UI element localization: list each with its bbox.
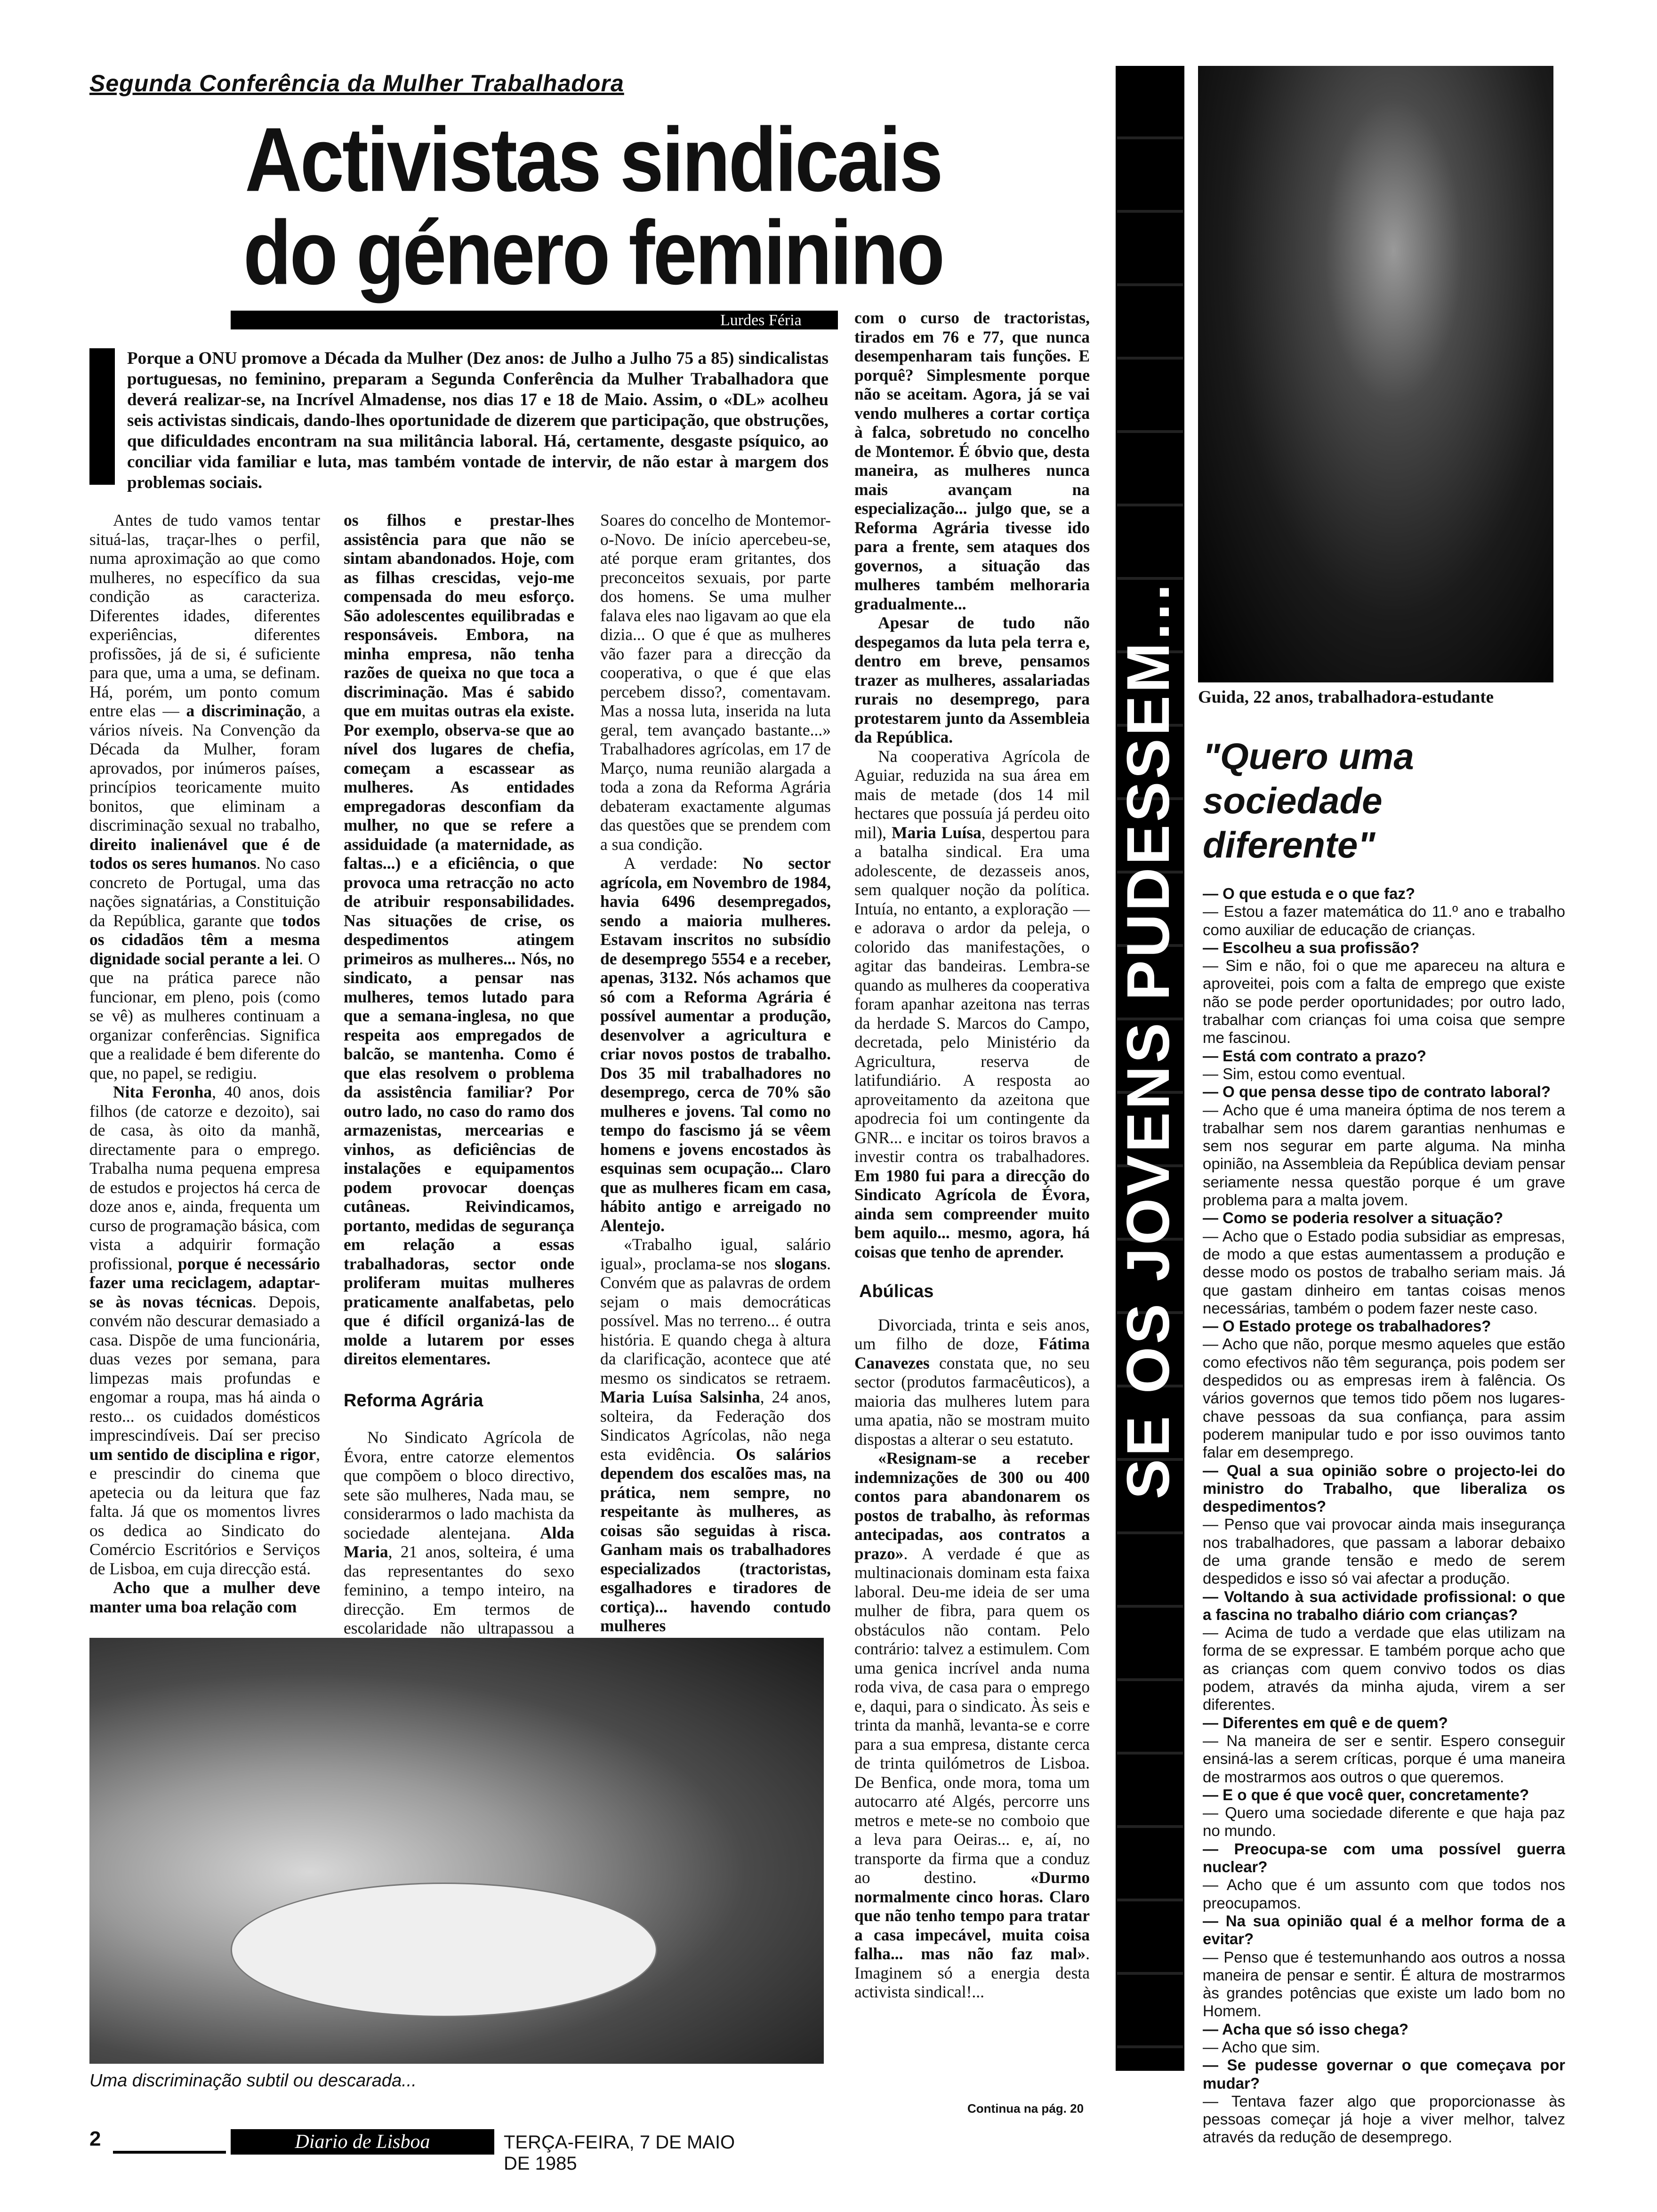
pull-quote: "Quero uma sociedade diferente" bbox=[1203, 736, 1414, 866]
interview-question: — O Estado protege os trabalhadores? bbox=[1203, 1317, 1491, 1335]
portrait-photo bbox=[1198, 66, 1553, 682]
masthead: Diario de Lisboa bbox=[231, 2129, 494, 2155]
article-column-2 bbox=[344, 511, 574, 1695]
article-column-4 bbox=[854, 308, 1090, 2002]
paragraph: A verdade: No sector agrícola, em Novembro de 1984, havia 6496 desempregados, sendo a maioria mulheres. Estavam inscritos no subsídio de desemprego 5554 e a receber, apenas, 3132. Nós achamos que só com a Reforma Agrária é possível aumentar a produção, desenvolver a agricultura e criar novos postos de trabalho. Dos 35 mil trabalhadores no desemprego, cerca de 70% são mulheres e jovens. Tal como no tempo do fascismo já se vêem homens e jovens encostados às esquinas sem ocupação... Claro que as mulheres ficam em casa, hábito antigo e arreigado no Alentejo. bbox=[600, 854, 831, 1235]
interview-answer: — Acima de tudo a verdade que elas utilizam na forma de se expressar. E também porque acho que as crianças com quem convivo todos os dias podem, através da minha ajuda, virem a ser diferentes. bbox=[1203, 1624, 1565, 1714]
group-photo bbox=[89, 1638, 824, 2064]
subheading: Abúlicas bbox=[859, 1282, 934, 1301]
interview-question: — Na sua opinião qual é a melhor forma de a evitar? bbox=[1203, 1912, 1565, 1948]
interview-question: — Está com contrato a prazo? bbox=[1203, 1047, 1426, 1065]
headline-line-1: Activistas sindicais bbox=[245, 108, 941, 210]
paragraph: Apesar de tudo não despegamos da luta pela terra e, dentro em breve, pensamos trazer as mulheres, assalariadas rurais no desemprego, para protestarem junto da Assembleia da República. bbox=[854, 613, 1090, 746]
headline-line-2: do género feminino bbox=[243, 201, 943, 304]
interview-answer: — Na maneira de ser e sentir. Espero conseguir ensiná-las a serem críticas, porque é uma maneira de mostrarmos aos outros o que queremos. bbox=[1203, 1731, 1565, 1786]
interview-question: — Escolheu a sua profissão? bbox=[1203, 938, 1420, 956]
interview-question: — Preocupa-se com uma possível guerra nuclear? bbox=[1203, 1840, 1565, 1876]
vertical-title: SE OS JOVENS PUDESSEM... bbox=[1115, 581, 1182, 1499]
interview-question: — O que pensa desse tipo de contrato laboral? bbox=[1203, 1083, 1551, 1101]
lead-paragraph: Porque a ONU promove a Década da Mulher (Dez anos: de Julho a Julho 75 a 85) sindicalistas portuguesas, no feminino, preparam a Segunda Conferência da Mulher Trabalhadora que deverá realizar-se, na Incrível Almadense, nos dias 17 e 18 de Maio. Assim, o «DL» acolheu seis activistas sindicais, dando-lhes oportunidade de dizerem que participação, que obstruções, que dificuldades encontram na sua militância laboral. Há, certamente, desgaste psíquico, ao conciliar vida familiar e luta, mas também vontade de intervir, de não estar à margem dos problemas sociais. bbox=[127, 349, 828, 492]
paragraph: Soares do concelho de Montemor-o-Novo. De início apercebeu-se, até porque eram gritantes, dos preconceitos sexuais, por parte dos homens. Se uma mulher falava eles nao ligavam ao que ela dizia... O que é que as mulheres vão fazer para a direcção da cooperativa, o que é que elas percebem disso?, comentavam. Mas a nossa luta, inserida na luta geral, tem avançado bastante...» Trabalhadores agrícolas, em 17 de Março, numa reunião alargada a toda a zona da Reforma Agrária debateram exactamente algumas das questões que se prendem com a sua condição. bbox=[600, 511, 831, 854]
photo-table-shape bbox=[231, 1883, 657, 2017]
paragraph: Antes de tudo vamos tentar situá-las, traçar-lhes o perfil, numa aproximação ao que como mulheres, no específico da sua condição as caracteriza. Diferentes idades, diferentes experiências, diferentes profissões, já de si, é suficiente para que, uma a uma, se definam. Há, porém, um ponto comum entre elas — a discriminação, a vários níveis. Na Convenção da Década da Mulher, foram aprovados, por inúmeros países, princípios teoricamente muito bonitos, que eliminam a discriminação sexual no trabalho, direito inalienável que é de todos os seres humanos. No caso concreto de Portugal, uma das nações signatárias, a Constituição da República, garante que todos os cidadãos têm a mesma dignidade social perante a lei. O que na prática parece não funcionar, em pleno, pois (como se vê) as mulheres continuam a organizar conferências. Significa que a realidade é bem diferente do que, no papel, se redigiu. bbox=[89, 511, 321, 1082]
interview-answer: — Sim, estou como eventual. bbox=[1203, 1065, 1406, 1082]
interview-question: — Acha que só isso chega? bbox=[1203, 2020, 1409, 2038]
page-number: 2 bbox=[89, 2127, 101, 2150]
paragraph: «Resignam-se a receber indemnizações de 300 ou 400 contos para abandonarem os postos de trabalho, às reformas antecipadas, aos contratos a prazo». A verdade é que as multinacionais dominam esta faixa laboral. Deu-me ideia de ser uma mulher de fibra, para quem os obstáculos não contam. Pelo contrário: talvez a estimulem. Com uma genica incrível anda numa roda viva, de casa para o emprego e, daqui, para o sindicato. Às seis e trinta da manhã, levanta-se e corre para a sua empresa, distante cerca de trinta quilómetros de Lisboa. De Benfica, onde mora, toma um autocarro até Algés, percorre uns metros e mete-se no comboio que a leva para Oeiras... e, aí, no transporte da firma que a conduz ao destino. «Durmo normalmente cinco horas. Claro que não tenho tempo para tratar a casa impecável, muita coisa falha... mas não faz mal». Imaginem só a energia desta activista sindical!... bbox=[854, 1449, 1090, 2001]
interview-question: — Qual a sua opinião sobre o projecto-lei do ministro do Trabalho, que liberaliza os despedimentos? bbox=[1203, 1461, 1565, 1515]
interview-question: — E o que é que você quer, concretamente? bbox=[1203, 1786, 1529, 1803]
interview-answer: — Penso que vai provocar ainda mais insegurança nos trabalhadores, que passam a laborar debaixo de uma grande tensão e medo de serem despedidos e isso só vai afectar a produção. bbox=[1203, 1515, 1565, 1587]
interview-question: — Diferentes em quê e de quem? bbox=[1203, 1714, 1448, 1731]
interview-answer: — Acho que é um assunto com que todos nos preocupamos. bbox=[1203, 1876, 1565, 1912]
paragraph: No Sindicato Agrícola de Évora, entre catorze elementos que compõem o bloco directivo, sete são mulheres, Nada mau, se considerarmos o lado machista da sociedade alentejana. Alda Maria, 21 anos, solteira, é uma das representantes do sexo feminino, a tempo inteiro, na direcção. Em termos de escolaridade não ultrapassou a bbox=[344, 1428, 574, 1637]
interview-answer: — Acho que é uma maneira óptima de nos terem a trabalhar sem nos darem garantias nenhumas e sem nos segurar em parte alguma. Na minha opinião, na Assembleia da República deviam pensar seriamente nessa questão porque é um grave problema para a malta jovem. bbox=[1203, 1101, 1565, 1209]
interview-answer: — Acho que não, porque mesmo aqueles que estão como efectivos não têm segurança, pois podem ser despedidos ou as empresas irem à falência. Os vários governos que temos tido põem nos lugares-chave pessoas da sua confiança, para assim poderem manipular tudo e por isso ouvimos tanto falar em desemprego. bbox=[1203, 1335, 1565, 1461]
issue-date: TERÇA-FEIRA, 7 DE MAIO DE 1985 bbox=[504, 2132, 735, 2174]
paragraph: com o curso de tractoristas, tirados em 76 e 77, que nunca desempenharam tais funções. E porquê? Simplesmente porque não se aceitam. Agora, já se vai vendo mulheres a cortar cortiça à falca, sobretudo no concelho de Montemor. É óbvio que, desta maneira, as mulheres nunca mais avançam na especialização... julgo que, se a Reforma Agrária tivesse ido para a frente, sem ataques dos governos, a situação das mulheres também melhoraria gradualmente... bbox=[854, 308, 1090, 613]
paragraph: «Trabalho igual, salário igual», proclama-se nos slogans. Convém que as palavras de ordem sejam o mais democráticas possível. Mas no terreno... é outra história. E quando chega à altura da clarificação, acontece que até mesmo os sindicatos se retraem. Maria Luísa Salsinha, 24 anos, solteira, da Federação dos Sindicatos Agrícolas, não nega esta evidência. Os salários dependem dos escalões mas, na prática, nem sempre, no respeitante às mulheres, as coisas são seguidas à risca. Ganham mais os trabalhadores especializados (tractoristas, esgalhadores e tiradores de cortiça)... havendo contudo mulheres bbox=[600, 1235, 831, 1635]
article-column-1 bbox=[89, 511, 320, 1616]
article-column-3 bbox=[600, 511, 831, 1635]
footer-rule bbox=[113, 2151, 226, 2154]
page-footer bbox=[89, 2127, 758, 2174]
portrait-caption: Guida, 22 anos, trabalhadora-estudante bbox=[1198, 688, 1494, 707]
interview-answer: — Estou a fazer matemática do 11.º ano e trabalho como auxiliar de educação de crianças. bbox=[1203, 903, 1565, 938]
interview-question: — Como se poderia resolver a situação? bbox=[1203, 1209, 1504, 1227]
interview-question: — Voltando à sua actividade profissional: o que a fascina no trabalho diário com crianças? bbox=[1203, 1587, 1565, 1623]
paragraph: os filhos e prestar-lhes assistência para que não se sintam abandonados. Hoje, com as filhas crescidas, vejo-me compensada do meu esforço. São adolescentes equilibradas e responsáveis. Embora, na minha empresa, não tenha razões de queixa no que toca a discriminação. Mas é sabido que em muitas outras ela existe. Por exemplo, observa-se que ao nível dos lugares de chefia, começam a escassear as mulheres. As entidades empregadoras desconfiam da mulher, no que se refere a assiduidade (a maternidade, as faltas...) e a eficiência, o que provoca uma retracção no acto de atribuir responsabilidades. Nas situações de crise, os despedimentos atingem primeiros as mulheres... Nós, no sindicato, a pensar nas mulheres, temos lutado para que a semana-inglesa, no que respeita aos empregados de balcão, se mantenha. Como é que elas resolvem o problema da assistência familiar? Por outro lado, no caso do ramo dos armazenistas, mercearias e vinhos, as deficiências de instalações e equipamentos podem provocar doenças cutâneas. Reivindicamos, portanto, medidas de segurança em relação a essas trabalhadoras, sector onde proliferam muitas mulheres praticamente analfabetas, pelo que é difícil organizá-las de molde a lutarem por esses direitos elementares. bbox=[344, 511, 574, 1368]
interview-answer: — Sim e não, foi o que me apareceu na altura e aproveitei, pois com a falta de emprego que existe não se pode perder oportunidades; por outro lado, trabalhar com crianças foi uma coisa que sempre me fascinou. bbox=[1203, 957, 1565, 1047]
interview-question: — Se pudesse governar o que começava por mudar? bbox=[1203, 2056, 1565, 2092]
continued-note: Continua na pág. 20 bbox=[967, 2101, 1084, 2116]
drop-cap-bar bbox=[89, 348, 115, 485]
byline: Lurdes Féria bbox=[720, 312, 802, 329]
interview-question: — O que estuda e o que faz? bbox=[1203, 885, 1416, 902]
section-kicker: Segunda Conferência da Mulher Trabalhadora bbox=[89, 70, 624, 96]
paragraph: Na cooperativa Agrícola de Aguiar, reduzida na sua área em mais de metade (dos 14 mil hectares que possuía já perdeu oito mil), Maria Luísa, despertou para a batalha sindical. Era uma adolescente, de dezasseis anos, sem qualquer noção da política. Intuía, no entanto, a exploração — e adorava o ardor da peleja, o colorido das manifestações, o agitar das bandeiras. Lembra-se quando as mulheres da cooperativa foram apanhar azeitona nas terras da herdade S. Marcos do Campo, decretada, pelo Ministério da Agricultura, reserva de latifundiário. A resposta ao aproveitamento da azeitona que apodrecia foi um contingente da GNR... e incitar os toiros bravos a investir contra os trabalhadores. Em 1980 fui para a direcção do Sindicato Agrícola de Évora, ainda sem compreender muito bem aquilo... mesmo, agora, há coisas que tenho de aprender. bbox=[854, 746, 1090, 1261]
interview-answer: — Penso que é testemunhando aos outros a nossa maneira de pensar e sentir. É altura de mostrarmos às grandes potências que existe um lado bom no Homem. bbox=[1203, 1948, 1565, 2020]
interview-answer: — Quero uma sociedade diferente e que haja paz no mundo. bbox=[1203, 1804, 1565, 1840]
paragraph: Acho que a mulher deve manter uma boa relação com bbox=[89, 1578, 320, 1616]
paragraph: Divorciada, trinta e seis anos, um filho de doze, Fátima Canavezes constata que, no seu sector (produtos farmacêuticos), a maioria das mulheres lutem para uma apatia, não se mostram muito dispostas a alterar o seu estatuto. bbox=[854, 1315, 1090, 1449]
interview bbox=[1203, 885, 1565, 2147]
interview-answer: — Acho que sim. bbox=[1203, 2038, 1320, 2056]
subheading: Reforma Agrária bbox=[344, 1390, 483, 1411]
paragraph: Nita Feronha, 40 anos, dois filhos (de catorze e dezoito), sai de casa, às oito da manhã, directamente para o emprego. Trabalha numa pequena empresa de estudos e projectos há cerca de doze anos e, ainda, frequenta um curso de programação básica, com vista a adquirir formação profissional, porque é necessário fazer uma reciclagem, adaptar-se às novas técnicas. Depois, convém não descurar demasiado a casa. Dispõe de uma funcionária, duas vezes por semana, para limpezas mais profundas e engomar a roupa, mas há ainda o resto... os cuidados domésticos imprescindíveis. Daí ser preciso um sentido de disciplina e rigor, e prescindir do cinema que apetecia ou da leitura que faz falta. Já que os momentos livres os dedica ao Sindicato do Comércio Escritórios e Serviços de Lisboa, em cuja direcção está. bbox=[89, 1082, 320, 1578]
headline bbox=[226, 108, 960, 304]
photo-caption: Uma discriminação subtil ou descarada... bbox=[89, 2071, 417, 2091]
interview-answer: — Acho que o Estado podia subsidiar as empresas, de modo a que estas aumentassem a produção e desse modo os postos de trabalho seriam mais. Já que gastam dinheiro em tantas coisas menos necessárias, também o podem fazer neste caso. bbox=[1203, 1227, 1565, 1317]
interview-answer: — Tentava fazer algo que proporcionasse às pessoas começar já hoje a viver melhor, talvez através da redução de desemprego. bbox=[1203, 2092, 1565, 2146]
